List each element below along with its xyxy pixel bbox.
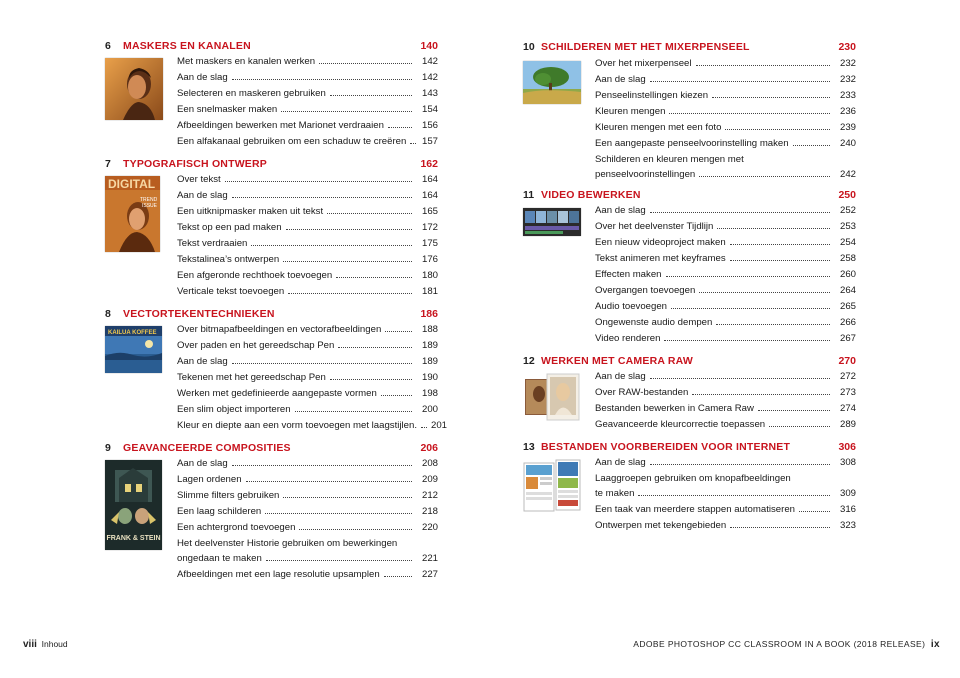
chapter-page: 206 bbox=[420, 442, 438, 454]
page-number-left: viii bbox=[23, 639, 37, 650]
chapter-title[interactable]: BESTANDEN VOORBEREIDEN VOOR INTERNET bbox=[541, 441, 791, 453]
magazine-masthead: DIGITAL bbox=[108, 177, 156, 191]
chapter-7 bbox=[105, 158, 438, 306]
toc-entry[interactable]: Kleur en diepte aan een vorm toevoegen met laagstijlen. 201 bbox=[177, 420, 448, 431]
svg-text:KAILUA KOFFEE: KAILUA KOFFEE bbox=[108, 330, 157, 336]
toc-entry[interactable]: Tekstalinea’s ontwerpen 176 bbox=[177, 254, 438, 265]
chapter-page: 186 bbox=[420, 308, 438, 320]
chapter-page: 230 bbox=[838, 41, 856, 53]
toc-entry[interactable]: Werken met gedefinieerde aangepaste vormen 198 bbox=[177, 388, 438, 399]
toc-entry[interactable]: Kleuren mengen met een foto 239 bbox=[595, 122, 856, 133]
chapter-number: 8 bbox=[105, 308, 111, 320]
chapter-title[interactable]: VIDEO BEWERKEN bbox=[541, 189, 641, 201]
toc-entry[interactable]: Aan de slag 164 bbox=[177, 190, 438, 201]
svg-text:TREND: TREND bbox=[140, 197, 158, 203]
chapter-thumbnail-tree bbox=[523, 61, 581, 104]
toc-entry[interactable]: Verticale tekst toevoegen 181 bbox=[177, 286, 438, 297]
chapter-13 bbox=[523, 441, 856, 541]
chapter-12 bbox=[523, 355, 856, 437]
chapter-heading bbox=[523, 41, 856, 57]
chapter-9 bbox=[105, 442, 438, 587]
toc-entry[interactable]: Audio toevoegen 265 bbox=[595, 301, 856, 312]
chapter-title[interactable]: GEAVANCEERDE COMPOSITIES bbox=[123, 442, 291, 454]
toc-entry[interactable]: Penseelinstellingen kiezen 233 bbox=[595, 90, 856, 101]
toc-entry[interactable]: Slimme filters gebruiken 212 bbox=[177, 490, 438, 501]
chapter-page: 250 bbox=[838, 189, 856, 201]
toc-entry[interactable]: Afbeeldingen met een lage resolutie upsamplen 227 bbox=[177, 569, 438, 580]
toc-entry[interactable]: Een uitknipmasker maken uit tekst 165 bbox=[177, 206, 438, 217]
toc-entry[interactable]: Geavanceerde kleurcorrectie toepassen 289 bbox=[595, 419, 856, 430]
toc-entry[interactable]: Aan de slag 208 bbox=[177, 458, 438, 469]
toc-entry[interactable]: Lagen ordenen 209 bbox=[177, 474, 438, 485]
toc-entry[interactable]: Een alfakanaal gebruiken om een schaduw te creëren 157 bbox=[177, 136, 438, 147]
chapter-number: 7 bbox=[105, 158, 111, 170]
chapter-thumbnail-raw-photos bbox=[523, 372, 581, 424]
chapter-number: 11 bbox=[523, 189, 535, 201]
toc-entry[interactable]: Het deelvenster Historie gebruiken om bewerkingen ongedaan te maken 221 bbox=[177, 538, 438, 564]
toc-entry[interactable]: Over bitmapafbeeldingen en vectorafbeeldingen 188 bbox=[177, 324, 438, 335]
toc-entry[interactable]: Een taak van meerdere stappen automatiseren 316 bbox=[595, 504, 856, 515]
toc-entry[interactable]: Tekst op een pad maken 172 bbox=[177, 222, 438, 233]
chapter-page: 270 bbox=[838, 355, 856, 367]
chapter-title[interactable]: MASKERS EN KANALEN bbox=[123, 40, 251, 52]
toc-entry[interactable]: Effecten maken 260 bbox=[595, 269, 856, 280]
page-number-right: ix bbox=[930, 639, 940, 650]
chapter-thumbnail-web-pages bbox=[523, 459, 581, 515]
chapter-thumbnail-portrait bbox=[105, 58, 163, 120]
toc-entry[interactable]: Schilderen en kleuren mengen met penseelvoorinstellingen 242 bbox=[595, 154, 856, 180]
toc-entry[interactable]: Tekst animeren met keyframes 258 bbox=[595, 253, 856, 264]
chapter-number: 13 bbox=[523, 441, 535, 453]
toc-entry[interactable]: Overgangen toevoegen 264 bbox=[595, 285, 856, 296]
toc-entry[interactable]: Over tekst 164 bbox=[177, 174, 438, 185]
toc-entry[interactable]: Aan de slag 232 bbox=[595, 74, 856, 85]
toc-entry[interactable]: Een slim object importeren 200 bbox=[177, 404, 438, 415]
chapter-10 bbox=[523, 41, 856, 183]
toc-entry[interactable]: Met maskers en kanalen werken 142 bbox=[177, 56, 438, 67]
chapter-title[interactable]: VECTORTEKENTECHNIEKEN bbox=[123, 308, 275, 320]
chapter-thumbnail-video-timeline bbox=[523, 208, 581, 236]
chapter-title[interactable]: TYPOGRAFISCH ONTWERP bbox=[123, 158, 268, 170]
toc-entry[interactable]: Ontwerpen met tekengebieden 323 bbox=[595, 520, 856, 531]
chapter-thumbnail-movie-poster bbox=[105, 460, 162, 550]
toc-entry[interactable]: Ongewenste audio dempen 266 bbox=[595, 317, 856, 328]
chapter-number: 9 bbox=[105, 442, 111, 454]
chapter-11 bbox=[523, 189, 856, 349]
toc-entry[interactable]: Een achtergrond toevoegen 220 bbox=[177, 522, 438, 533]
toc-entry[interactable]: Aan de slag 142 bbox=[177, 72, 438, 83]
toc-entry[interactable]: Aan de slag 272 bbox=[595, 371, 856, 382]
footer-left bbox=[23, 639, 68, 650]
chapter-title[interactable]: WERKEN MET CAMERA RAW bbox=[541, 355, 693, 367]
svg-text:ISSUE: ISSUE bbox=[142, 203, 158, 209]
toc-entry[interactable]: Een nieuw videoproject maken 254 bbox=[595, 237, 856, 248]
toc-entry[interactable]: Aan de slag 252 bbox=[595, 205, 856, 216]
toc-entry[interactable]: Selecteren en maskeren gebruiken 143 bbox=[177, 88, 438, 99]
footer-section-label: Inhoud bbox=[41, 639, 68, 649]
toc-entry[interactable]: Een laag schilderen 218 bbox=[177, 506, 438, 517]
toc-entry[interactable]: Tekenen met het gereedschap Pen 190 bbox=[177, 372, 438, 383]
chapter-page: 140 bbox=[420, 40, 438, 52]
toc-entry[interactable]: Een aangepaste penseelvoorinstelling maken 240 bbox=[595, 138, 856, 149]
toc-entry[interactable]: Aan de slag 308 bbox=[595, 457, 856, 468]
toc-entry[interactable]: Over het deelvenster Tijdlijn 253 bbox=[595, 221, 856, 232]
chapter-thumbnail-magazine bbox=[105, 176, 160, 252]
toc-entry[interactable]: Een afgeronde rechthoek toevoegen 180 bbox=[177, 270, 438, 281]
chapter-number: 12 bbox=[523, 355, 535, 367]
footer-book-title: ADOBE PHOTOSHOP CC CLASSROOM IN A BOOK (2018 RELEASE) bbox=[633, 639, 926, 649]
footer-right bbox=[633, 639, 940, 650]
toc-entry[interactable]: Over paden en het gereedschap Pen 189 bbox=[177, 340, 438, 351]
toc-entry[interactable]: Aan de slag 189 bbox=[177, 356, 438, 367]
toc-entry[interactable]: Bestanden bewerken in Camera Raw 274 bbox=[595, 403, 856, 414]
chapter-title[interactable]: SCHILDEREN MET HET MIXERPENSEEL bbox=[541, 41, 750, 53]
toc-entry[interactable]: Laaggroepen gebruiken om knopafbeeldingen te maken 309 bbox=[595, 473, 856, 499]
chapter-6 bbox=[105, 40, 438, 152]
toc-entry[interactable]: Een snelmasker maken 154 bbox=[177, 104, 438, 115]
chapter-page: 162 bbox=[420, 158, 438, 170]
toc-entry[interactable]: Tekst verdraaien 175 bbox=[177, 238, 438, 249]
toc-entry[interactable]: Afbeeldingen bewerken met Marionet verdraaien 156 bbox=[177, 120, 438, 131]
toc-entry[interactable]: Kleuren mengen 236 bbox=[595, 106, 856, 117]
toc-entry[interactable]: Over het mixerpenseel 232 bbox=[595, 58, 856, 69]
toc-entry[interactable]: Over RAW-bestanden 273 bbox=[595, 387, 856, 398]
toc-entry[interactable]: Video renderen 267 bbox=[595, 333, 856, 344]
chapter-number: 6 bbox=[105, 40, 111, 52]
chapter-page: 306 bbox=[838, 441, 856, 453]
chapter-8 bbox=[105, 308, 448, 436]
svg-text:FRANK & STEIN: FRANK & STEIN bbox=[106, 535, 161, 542]
chapter-thumbnail-coffee bbox=[105, 326, 162, 373]
chapter-number: 10 bbox=[523, 41, 535, 53]
